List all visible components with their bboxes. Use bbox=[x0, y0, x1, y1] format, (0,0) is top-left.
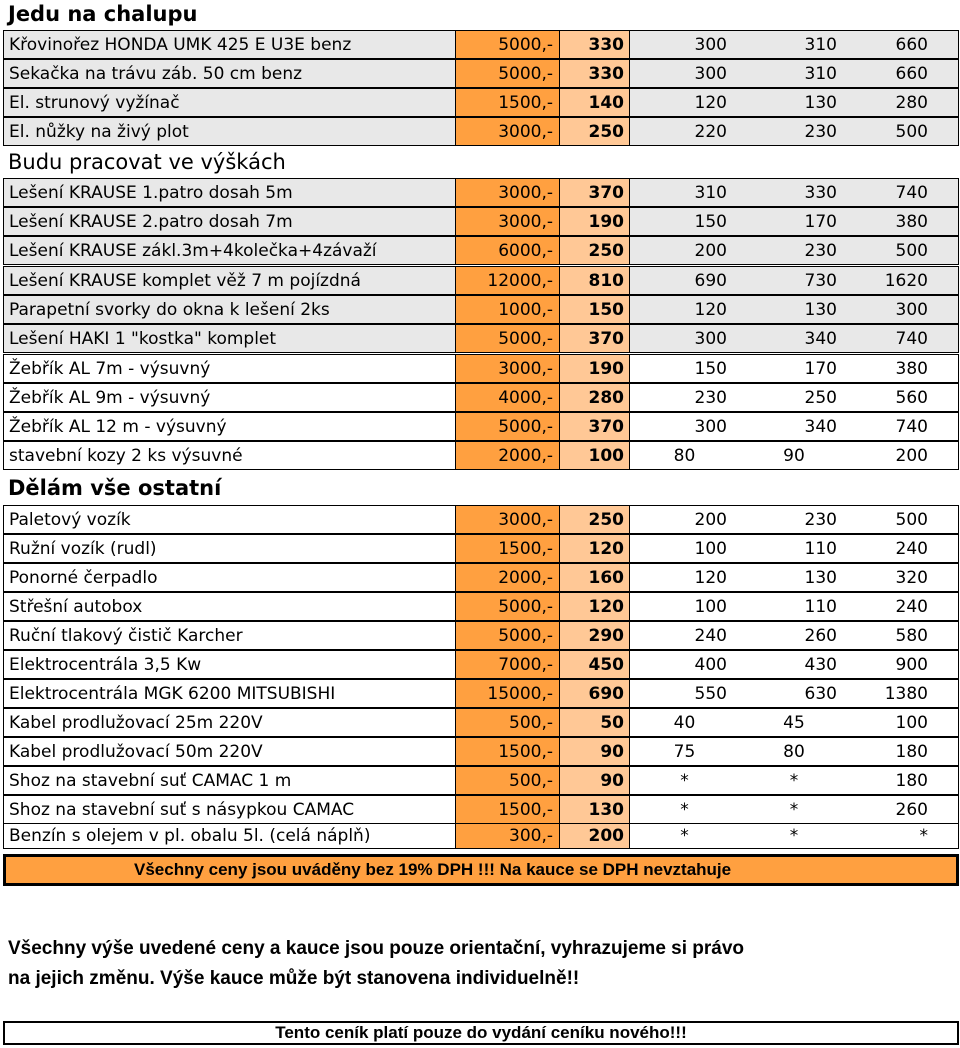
item-deposit: 130 bbox=[559, 795, 629, 824]
item-col3: * bbox=[629, 766, 739, 795]
item-name: El. strunový vyžínač bbox=[3, 88, 455, 117]
item-deposit: 90 bbox=[559, 766, 629, 795]
vat-note-text: Všechny ceny jsou uváděny bez 19% DPH !!! Na kauce se DPH nevztahuje bbox=[134, 860, 732, 879]
item-col4: 260 bbox=[739, 621, 849, 650]
table-row bbox=[3, 324, 959, 353]
item-col3: 40 bbox=[629, 708, 739, 737]
item-col5: 380 bbox=[849, 354, 959, 383]
item-deposit: 120 bbox=[559, 534, 629, 563]
item-col4: 110 bbox=[739, 592, 849, 621]
item-col3: 300 bbox=[629, 30, 739, 59]
item-col5: 180 bbox=[849, 737, 959, 766]
table-row bbox=[3, 708, 959, 737]
item-col4: 230 bbox=[739, 236, 849, 265]
item-deposit: 690 bbox=[559, 679, 629, 708]
item-price: 2000,- bbox=[455, 563, 559, 592]
item-col3: 690 bbox=[629, 266, 739, 295]
item-col4: 310 bbox=[739, 30, 849, 59]
item-deposit: 190 bbox=[559, 354, 629, 383]
item-name: Shoz na stavební suť s násypkou CAMAC bbox=[3, 795, 455, 824]
table-row bbox=[3, 679, 959, 708]
item-deposit: 370 bbox=[559, 324, 629, 353]
table-row bbox=[3, 266, 959, 295]
item-price: 500,- bbox=[455, 708, 559, 737]
item-col3: * bbox=[629, 795, 739, 824]
item-col4: * bbox=[739, 795, 849, 824]
item-price: 5000,- bbox=[455, 324, 559, 353]
item-col4: 330 bbox=[739, 178, 849, 207]
item-price: 4000,- bbox=[455, 383, 559, 412]
item-col5: 500 bbox=[849, 505, 959, 534]
section-title-chalupa: Jedu na chalupu bbox=[8, 2, 198, 26]
item-col4: 730 bbox=[739, 266, 849, 295]
table-row bbox=[3, 650, 959, 679]
item-price: 1500,- bbox=[455, 795, 559, 824]
item-col5: 660 bbox=[849, 30, 959, 59]
item-name: Kabel prodlužovací 50m 220V bbox=[3, 737, 455, 766]
disclaimer bbox=[8, 934, 948, 994]
item-col5: 380 bbox=[849, 207, 959, 236]
item-deposit: 250 bbox=[559, 117, 629, 146]
item-name: Elektrocentrála 3,5 Kw bbox=[3, 650, 455, 679]
item-col3: 80 bbox=[629, 441, 739, 470]
item-col3: 75 bbox=[629, 737, 739, 766]
item-price: 1000,- bbox=[455, 295, 559, 324]
item-col5: 280 bbox=[849, 88, 959, 117]
item-col4: 170 bbox=[739, 207, 849, 236]
item-col3: 400 bbox=[629, 650, 739, 679]
item-price: 5000,- bbox=[455, 412, 559, 441]
item-col5: 240 bbox=[849, 592, 959, 621]
item-col5: 660 bbox=[849, 59, 959, 88]
table-row bbox=[3, 59, 959, 88]
item-name: Lešení KRAUSE zákl.3m+4kolečka+4závaží bbox=[3, 236, 455, 265]
item-col3: 220 bbox=[629, 117, 739, 146]
item-col5: * bbox=[849, 823, 959, 849]
item-col4: 90 bbox=[739, 441, 849, 470]
section-title-ostatni: Dělám vše ostatní bbox=[8, 476, 222, 500]
item-price: 300,- bbox=[455, 823, 559, 849]
item-col4: 170 bbox=[739, 354, 849, 383]
table-row bbox=[3, 441, 959, 470]
item-deposit: 330 bbox=[559, 30, 629, 59]
item-deposit: 120 bbox=[559, 592, 629, 621]
item-price: 2000,- bbox=[455, 441, 559, 470]
table-row bbox=[3, 563, 959, 592]
item-deposit: 150 bbox=[559, 295, 629, 324]
item-name: Lešení KRAUSE 2.patro dosah 7m bbox=[3, 207, 455, 236]
table-row bbox=[3, 236, 959, 265]
item-price: 12000,- bbox=[455, 266, 559, 295]
item-col3: 300 bbox=[629, 324, 739, 353]
table-row bbox=[3, 117, 959, 146]
item-col4: 130 bbox=[739, 295, 849, 324]
item-col5: 200 bbox=[849, 441, 959, 470]
item-col5: 100 bbox=[849, 708, 959, 737]
item-price: 3000,- bbox=[455, 354, 559, 383]
item-name: Benzín s olejem v pl. obalu 5l. (celá náplň) bbox=[3, 823, 455, 849]
item-col4: 45 bbox=[739, 708, 849, 737]
section-title-vysky: Budu pracovat ve výškách bbox=[8, 150, 286, 174]
item-col4: 340 bbox=[739, 324, 849, 353]
table-row bbox=[3, 207, 959, 236]
item-price: 5000,- bbox=[455, 30, 559, 59]
item-name: stavební kozy 2 ks výsuvné bbox=[3, 441, 455, 470]
item-deposit: 810 bbox=[559, 266, 629, 295]
item-col5: 740 bbox=[849, 178, 959, 207]
item-col4: * bbox=[739, 766, 849, 795]
item-col3: 240 bbox=[629, 621, 739, 650]
item-name: Kabel prodlužovací 25m 220V bbox=[3, 708, 455, 737]
item-deposit: 190 bbox=[559, 207, 629, 236]
table-row bbox=[3, 621, 959, 650]
item-deposit: 90 bbox=[559, 737, 629, 766]
item-name: Ružní vozík (rudl) bbox=[3, 534, 455, 563]
table-row bbox=[3, 795, 959, 824]
item-col4: * bbox=[739, 823, 849, 849]
item-deposit: 370 bbox=[559, 412, 629, 441]
item-col4: 250 bbox=[739, 383, 849, 412]
item-deposit: 140 bbox=[559, 88, 629, 117]
item-deposit: 250 bbox=[559, 236, 629, 265]
item-col4: 430 bbox=[739, 650, 849, 679]
item-col3: 150 bbox=[629, 354, 739, 383]
item-col3: 120 bbox=[629, 88, 739, 117]
vat-note-banner bbox=[3, 854, 959, 886]
item-name: Lešení KRAUSE komplet věž 7 m pojízdná bbox=[3, 266, 455, 295]
item-col4: 230 bbox=[739, 505, 849, 534]
item-name: El. nůžky na živý plot bbox=[3, 117, 455, 146]
item-price: 3000,- bbox=[455, 178, 559, 207]
item-price: 5000,- bbox=[455, 621, 559, 650]
item-col5: 500 bbox=[849, 236, 959, 265]
item-price: 5000,- bbox=[455, 59, 559, 88]
item-col5: 740 bbox=[849, 324, 959, 353]
item-col5: 240 bbox=[849, 534, 959, 563]
item-deposit: 250 bbox=[559, 505, 629, 534]
item-col5: 580 bbox=[849, 621, 959, 650]
table-row bbox=[3, 383, 959, 412]
disclaimer-line: na jejich změnu. Výše kauce může být stanovena individuelně!! bbox=[8, 968, 580, 989]
footer-notice bbox=[3, 1021, 959, 1045]
table-row bbox=[3, 88, 959, 117]
item-col3: 100 bbox=[629, 592, 739, 621]
item-col5: 320 bbox=[849, 563, 959, 592]
item-price: 1500,- bbox=[455, 737, 559, 766]
item-col3: 200 bbox=[629, 505, 739, 534]
item-price: 3000,- bbox=[455, 207, 559, 236]
item-col4: 130 bbox=[739, 563, 849, 592]
item-col3: 300 bbox=[629, 412, 739, 441]
item-col5: 300 bbox=[849, 295, 959, 324]
item-deposit: 370 bbox=[559, 178, 629, 207]
item-name: Sekačka na trávu záb. 50 cm benz bbox=[3, 59, 455, 88]
footer-text: Tento ceník platí pouze do vydání ceníku nového!!! bbox=[275, 1023, 687, 1042]
item-col3: * bbox=[629, 823, 739, 849]
item-deposit: 450 bbox=[559, 650, 629, 679]
item-name: Ponorné čerpadlo bbox=[3, 563, 455, 592]
item-price: 1500,- bbox=[455, 88, 559, 117]
disclaimer-line: Všechny výše uvedené ceny a kauce jsou pouze orientační, vyhrazujeme si právo bbox=[8, 938, 745, 959]
item-name: Ruční tlakový čistič Karcher bbox=[3, 621, 455, 650]
table-row bbox=[3, 592, 959, 621]
item-col3: 150 bbox=[629, 207, 739, 236]
item-col5: 740 bbox=[849, 412, 959, 441]
item-col3: 550 bbox=[629, 679, 739, 708]
item-price: 3000,- bbox=[455, 117, 559, 146]
item-name: Elektrocentrála MGK 6200 MITSUBISHI bbox=[3, 679, 455, 708]
item-price: 5000,- bbox=[455, 592, 559, 621]
item-col4: 310 bbox=[739, 59, 849, 88]
item-col4: 230 bbox=[739, 117, 849, 146]
table-row bbox=[3, 766, 959, 795]
item-col3: 200 bbox=[629, 236, 739, 265]
item-deposit: 330 bbox=[559, 59, 629, 88]
item-price: 500,- bbox=[455, 766, 559, 795]
table-row bbox=[3, 178, 959, 207]
item-col3: 120 bbox=[629, 295, 739, 324]
table-row bbox=[3, 505, 959, 534]
item-col4: 130 bbox=[739, 88, 849, 117]
item-col3: 230 bbox=[629, 383, 739, 412]
item-name: Žebřík AL 9m - výsuvný bbox=[3, 383, 455, 412]
item-deposit: 200 bbox=[559, 823, 629, 849]
table-row bbox=[3, 823, 959, 849]
item-col3: 120 bbox=[629, 563, 739, 592]
item-price: 6000,- bbox=[455, 236, 559, 265]
item-col3: 310 bbox=[629, 178, 739, 207]
item-name: Žebřík AL 12 m - výsuvný bbox=[3, 412, 455, 441]
item-name: Shoz na stavební suť CAMAC 1 m bbox=[3, 766, 455, 795]
item-col5: 900 bbox=[849, 650, 959, 679]
item-name: Střešní autobox bbox=[3, 592, 455, 621]
item-deposit: 50 bbox=[559, 708, 629, 737]
item-col5: 260 bbox=[849, 795, 959, 824]
item-col4: 110 bbox=[739, 534, 849, 563]
table-row bbox=[3, 295, 959, 324]
item-col5: 180 bbox=[849, 766, 959, 795]
item-col5: 1380 bbox=[849, 679, 959, 708]
item-price: 7000,- bbox=[455, 650, 559, 679]
item-col5: 500 bbox=[849, 117, 959, 146]
item-name: Parapetní svorky do okna k lešení 2ks bbox=[3, 295, 455, 324]
item-name: Lešení HAKI 1 "kostka" komplet bbox=[3, 324, 455, 353]
item-deposit: 290 bbox=[559, 621, 629, 650]
table-row bbox=[3, 354, 959, 383]
item-col5: 560 bbox=[849, 383, 959, 412]
table-row bbox=[3, 534, 959, 563]
item-col4: 80 bbox=[739, 737, 849, 766]
table-row bbox=[3, 737, 959, 766]
item-name: Lešení KRAUSE 1.patro dosah 5m bbox=[3, 178, 455, 207]
table-row bbox=[3, 30, 959, 59]
item-col5: 1620 bbox=[849, 266, 959, 295]
item-col4: 630 bbox=[739, 679, 849, 708]
item-col3: 100 bbox=[629, 534, 739, 563]
item-col3: 300 bbox=[629, 59, 739, 88]
table-row bbox=[3, 412, 959, 441]
item-name: Paletový vozík bbox=[3, 505, 455, 534]
item-name: Žebřík AL 7m - výsuvný bbox=[3, 354, 455, 383]
item-col4: 340 bbox=[739, 412, 849, 441]
item-price: 15000,- bbox=[455, 679, 559, 708]
item-deposit: 280 bbox=[559, 383, 629, 412]
item-price: 1500,- bbox=[455, 534, 559, 563]
item-deposit: 160 bbox=[559, 563, 629, 592]
item-name: Křovinořez HONDA UMK 425 E U3E benz bbox=[3, 30, 455, 59]
item-deposit: 100 bbox=[559, 441, 629, 470]
item-price: 3000,- bbox=[455, 505, 559, 534]
